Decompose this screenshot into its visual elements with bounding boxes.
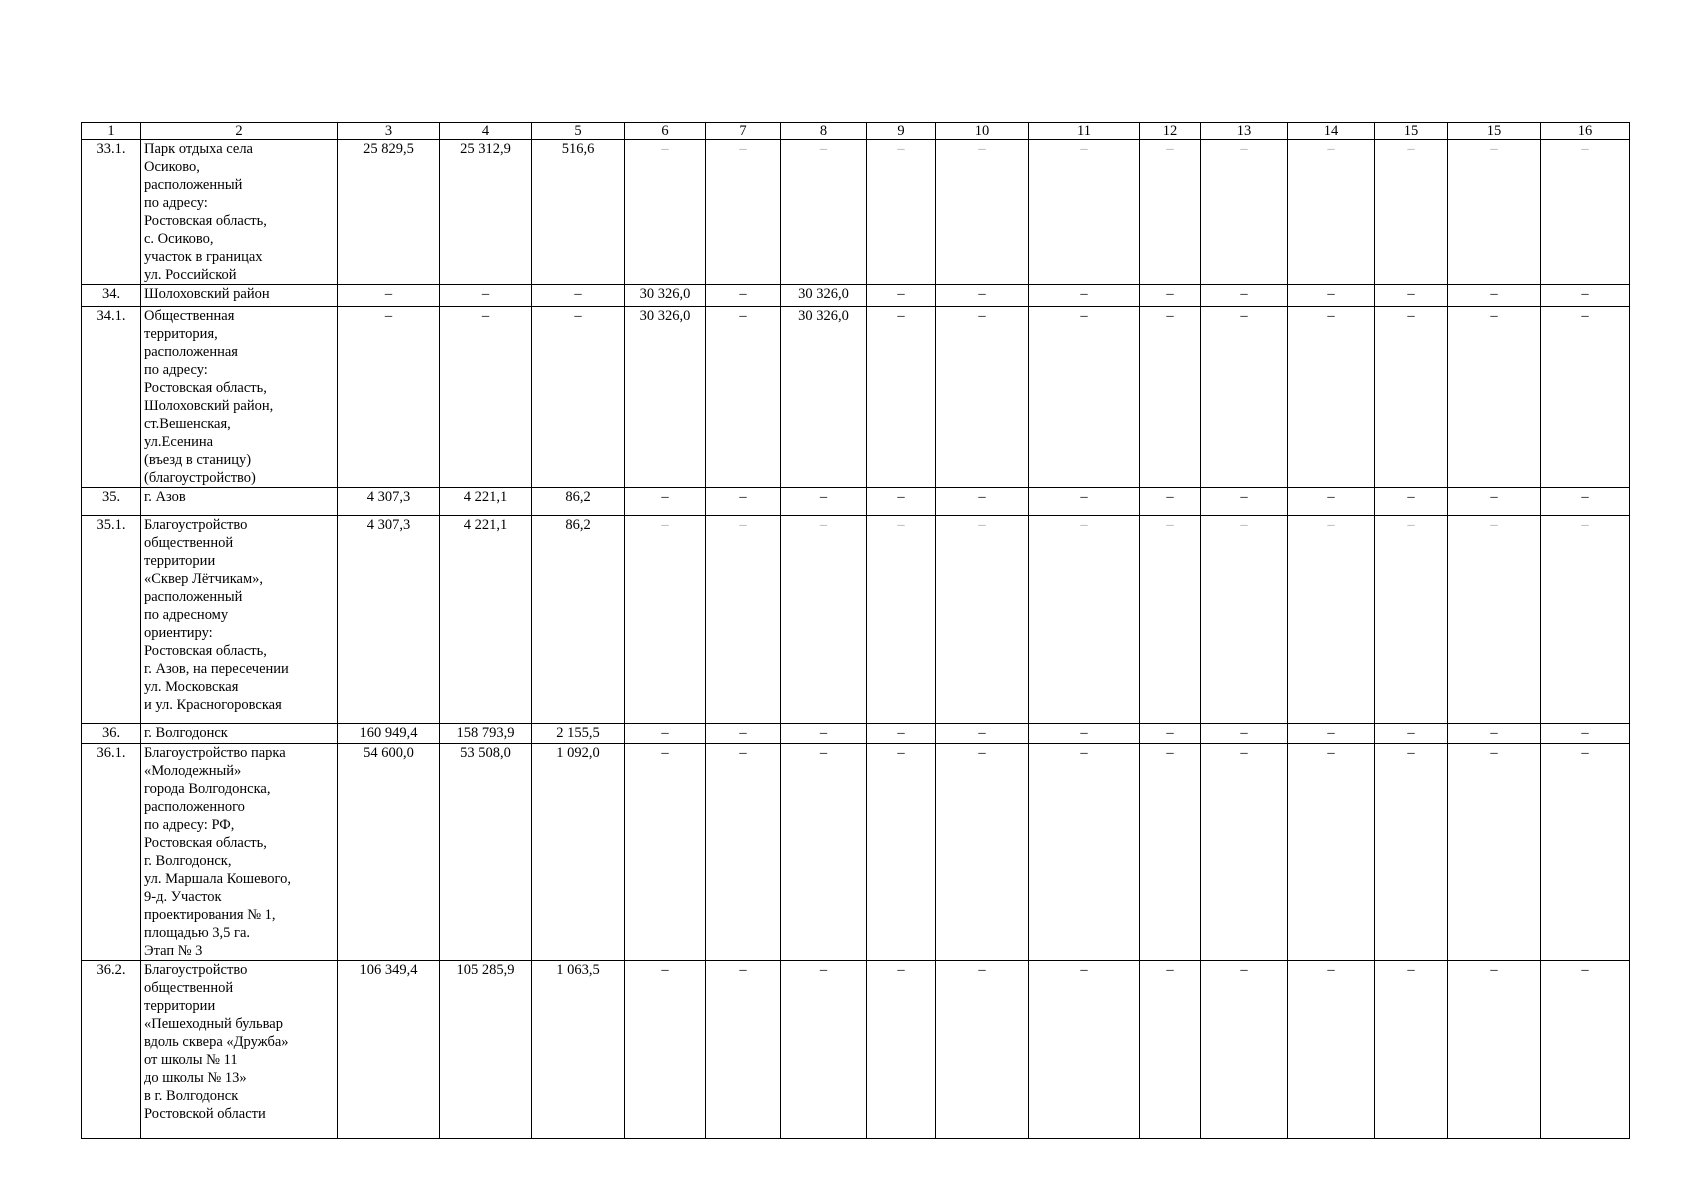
- value-cell: –: [1140, 285, 1201, 307]
- value-cell: –: [1288, 724, 1375, 744]
- value-cell: –: [1375, 140, 1448, 285]
- value-cell: –: [1140, 724, 1201, 744]
- value-cell: –: [625, 724, 706, 744]
- value-cell: –: [936, 140, 1029, 285]
- value-cell: 1 092,0: [532, 744, 625, 961]
- value-cell: 158 793,9: [440, 724, 532, 744]
- value-cell: –: [1541, 307, 1630, 488]
- row-number: 35.1.: [82, 516, 141, 724]
- value-cell: –: [440, 285, 532, 307]
- value-cell: –: [1140, 516, 1201, 724]
- value-cell: –: [1448, 285, 1541, 307]
- column-number-cell: 3: [338, 123, 440, 140]
- value-cell: –: [532, 285, 625, 307]
- value-cell: 106 349,4: [338, 961, 440, 1139]
- value-cell: –: [1541, 961, 1630, 1139]
- column-number-cell: 15: [1375, 123, 1448, 140]
- value-cell: 54 600,0: [338, 744, 440, 961]
- value-cell: –: [440, 307, 532, 488]
- value-cell: –: [706, 140, 781, 285]
- value-cell: –: [867, 488, 936, 516]
- object-name: г. Волгодонск: [141, 724, 338, 744]
- value-cell: –: [1201, 961, 1288, 1139]
- value-cell: 105 285,9: [440, 961, 532, 1139]
- row-number: 35.: [82, 488, 141, 516]
- value-cell: –: [1541, 516, 1630, 724]
- column-number-cell: 7: [706, 123, 781, 140]
- value-cell: 25 829,5: [338, 140, 440, 285]
- value-cell: –: [338, 307, 440, 488]
- value-cell: –: [1448, 961, 1541, 1139]
- value-cell: –: [867, 724, 936, 744]
- column-number-cell: 11: [1029, 123, 1140, 140]
- value-cell: –: [1140, 744, 1201, 961]
- value-cell: –: [1029, 140, 1140, 285]
- value-cell: –: [936, 724, 1029, 744]
- object-name: Шолоховский район: [141, 285, 338, 307]
- row-number: 33.1.: [82, 140, 141, 285]
- column-number-cell: 9: [867, 123, 936, 140]
- value-cell: –: [1375, 961, 1448, 1139]
- value-cell: –: [625, 516, 706, 724]
- value-cell: –: [1448, 140, 1541, 285]
- budget-table: [81, 122, 1630, 1139]
- table-row: [82, 285, 1630, 307]
- value-cell: –: [625, 744, 706, 961]
- column-number-cell: 12: [1140, 123, 1201, 140]
- value-cell: 30 326,0: [781, 285, 867, 307]
- object-name: г. Азов: [141, 488, 338, 516]
- value-cell: –: [1029, 488, 1140, 516]
- value-cell: –: [706, 744, 781, 961]
- value-cell: 516,6: [532, 140, 625, 285]
- value-cell: –: [1541, 140, 1630, 285]
- value-cell: –: [936, 744, 1029, 961]
- value-cell: –: [625, 488, 706, 516]
- value-cell: –: [1029, 307, 1140, 488]
- value-cell: –: [625, 140, 706, 285]
- value-cell: –: [1375, 285, 1448, 307]
- value-cell: –: [1288, 744, 1375, 961]
- value-cell: –: [1140, 488, 1201, 516]
- table-row: [82, 724, 1630, 744]
- value-cell: –: [338, 285, 440, 307]
- value-cell: –: [1448, 307, 1541, 488]
- value-cell: –: [781, 140, 867, 285]
- object-name: Благоустройство парка «Молодежный» города Волгодонска, расположенного по адресу: РФ, Ростовская область, г. Волгодонск, ул. Маршала Кошевого, 9-д. Участок проектирования № 1, площадью 3,5 га. Этап № 3: [141, 744, 338, 961]
- value-cell: –: [1448, 744, 1541, 961]
- value-cell: 25 312,9: [440, 140, 532, 285]
- value-cell: –: [706, 488, 781, 516]
- value-cell: 4 221,1: [440, 516, 532, 724]
- value-cell: –: [1541, 724, 1630, 744]
- value-cell: 30 326,0: [625, 307, 706, 488]
- value-cell: 53 508,0: [440, 744, 532, 961]
- table-row: [82, 488, 1630, 516]
- column-number-cell: 16: [1541, 123, 1630, 140]
- row-number: 36.2.: [82, 961, 141, 1139]
- value-cell: –: [1029, 744, 1140, 961]
- value-cell: –: [706, 307, 781, 488]
- value-cell: 4 307,3: [338, 488, 440, 516]
- object-name: Общественная территория, расположенная по адресу: Ростовская область, Шолоховский район, ст.Вешенская, ул.Есенина (въезд в станицу) (благоустройство): [141, 307, 338, 488]
- column-number-cell: 2: [141, 123, 338, 140]
- value-cell: –: [1201, 140, 1288, 285]
- value-cell: –: [706, 516, 781, 724]
- object-name: Парк отдыха села Осиково, расположенный по адресу: Ростовская область, с. Осиково, участок в границах ул. Российской: [141, 140, 338, 285]
- value-cell: –: [936, 516, 1029, 724]
- value-cell: –: [1201, 724, 1288, 744]
- value-cell: 30 326,0: [781, 307, 867, 488]
- value-cell: –: [1448, 488, 1541, 516]
- value-cell: –: [936, 488, 1029, 516]
- value-cell: –: [781, 961, 867, 1139]
- object-name: Благоустройство общественной территории «Пешеходный бульвар вдоль сквера «Дружба» от школы № 11 до школы № 13» в г. Волгодонск Ростовской области: [141, 961, 338, 1139]
- value-cell: –: [1375, 307, 1448, 488]
- value-cell: –: [706, 285, 781, 307]
- row-number: 36.1.: [82, 744, 141, 961]
- row-number: 36.: [82, 724, 141, 744]
- value-cell: –: [1288, 961, 1375, 1139]
- value-cell: –: [1029, 724, 1140, 744]
- value-cell: –: [1375, 744, 1448, 961]
- value-cell: –: [1288, 516, 1375, 724]
- value-cell: –: [781, 744, 867, 961]
- value-cell: –: [867, 307, 936, 488]
- value-cell: –: [1029, 516, 1140, 724]
- value-cell: –: [1029, 961, 1140, 1139]
- value-cell: –: [1448, 516, 1541, 724]
- value-cell: 4 221,1: [440, 488, 532, 516]
- column-number-cell: 10: [936, 123, 1029, 140]
- value-cell: –: [867, 744, 936, 961]
- value-cell: –: [625, 961, 706, 1139]
- value-cell: –: [1140, 961, 1201, 1139]
- value-cell: –: [1448, 724, 1541, 744]
- column-number-cell: 5: [532, 123, 625, 140]
- value-cell: 86,2: [532, 516, 625, 724]
- value-cell: –: [1375, 516, 1448, 724]
- value-cell: –: [1541, 744, 1630, 961]
- value-cell: –: [1375, 488, 1448, 516]
- value-cell: –: [706, 961, 781, 1139]
- column-number-cell: 6: [625, 123, 706, 140]
- table-row: [82, 961, 1630, 1139]
- value-cell: –: [1541, 285, 1630, 307]
- table-row: [82, 307, 1630, 488]
- column-number-cell: 15: [1448, 123, 1541, 140]
- column-number-cell: 1: [82, 123, 141, 140]
- value-cell: –: [936, 307, 1029, 488]
- value-cell: –: [532, 307, 625, 488]
- object-name: Благоустройство общественной территории «Сквер Лётчикам», расположенный по адресному ориентиру: Ростовская область, г. Азов, на пересечении ул. Московская и ул. Красногоровская: [141, 516, 338, 724]
- value-cell: –: [1201, 307, 1288, 488]
- column-number-cell: 14: [1288, 123, 1375, 140]
- column-number-cell: 8: [781, 123, 867, 140]
- value-cell: –: [867, 961, 936, 1139]
- value-cell: –: [781, 488, 867, 516]
- value-cell: –: [1288, 140, 1375, 285]
- value-cell: –: [781, 724, 867, 744]
- value-cell: –: [867, 516, 936, 724]
- table-row: [82, 516, 1630, 724]
- row-number: 34.1.: [82, 307, 141, 488]
- value-cell: –: [1201, 516, 1288, 724]
- value-cell: 86,2: [532, 488, 625, 516]
- value-cell: 1 063,5: [532, 961, 625, 1139]
- value-cell: –: [1288, 285, 1375, 307]
- column-number-cell: 4: [440, 123, 532, 140]
- table-row: [82, 140, 1630, 285]
- value-cell: –: [706, 724, 781, 744]
- value-cell: –: [1201, 488, 1288, 516]
- value-cell: 30 326,0: [625, 285, 706, 307]
- value-cell: –: [936, 961, 1029, 1139]
- column-number-row: [82, 123, 1630, 140]
- value-cell: –: [936, 285, 1029, 307]
- column-number-cell: 13: [1201, 123, 1288, 140]
- value-cell: –: [1288, 307, 1375, 488]
- value-cell: –: [1375, 724, 1448, 744]
- value-cell: –: [1201, 744, 1288, 961]
- value-cell: –: [867, 285, 936, 307]
- value-cell: –: [1029, 285, 1140, 307]
- value-cell: 4 307,3: [338, 516, 440, 724]
- value-cell: –: [1140, 140, 1201, 285]
- value-cell: –: [1140, 307, 1201, 488]
- table-row: [82, 744, 1630, 961]
- value-cell: –: [1288, 488, 1375, 516]
- value-cell: –: [867, 140, 936, 285]
- value-cell: 160 949,4: [338, 724, 440, 744]
- value-cell: –: [1541, 488, 1630, 516]
- value-cell: 2 155,5: [532, 724, 625, 744]
- value-cell: –: [1201, 285, 1288, 307]
- value-cell: –: [781, 516, 867, 724]
- row-number: 34.: [82, 285, 141, 307]
